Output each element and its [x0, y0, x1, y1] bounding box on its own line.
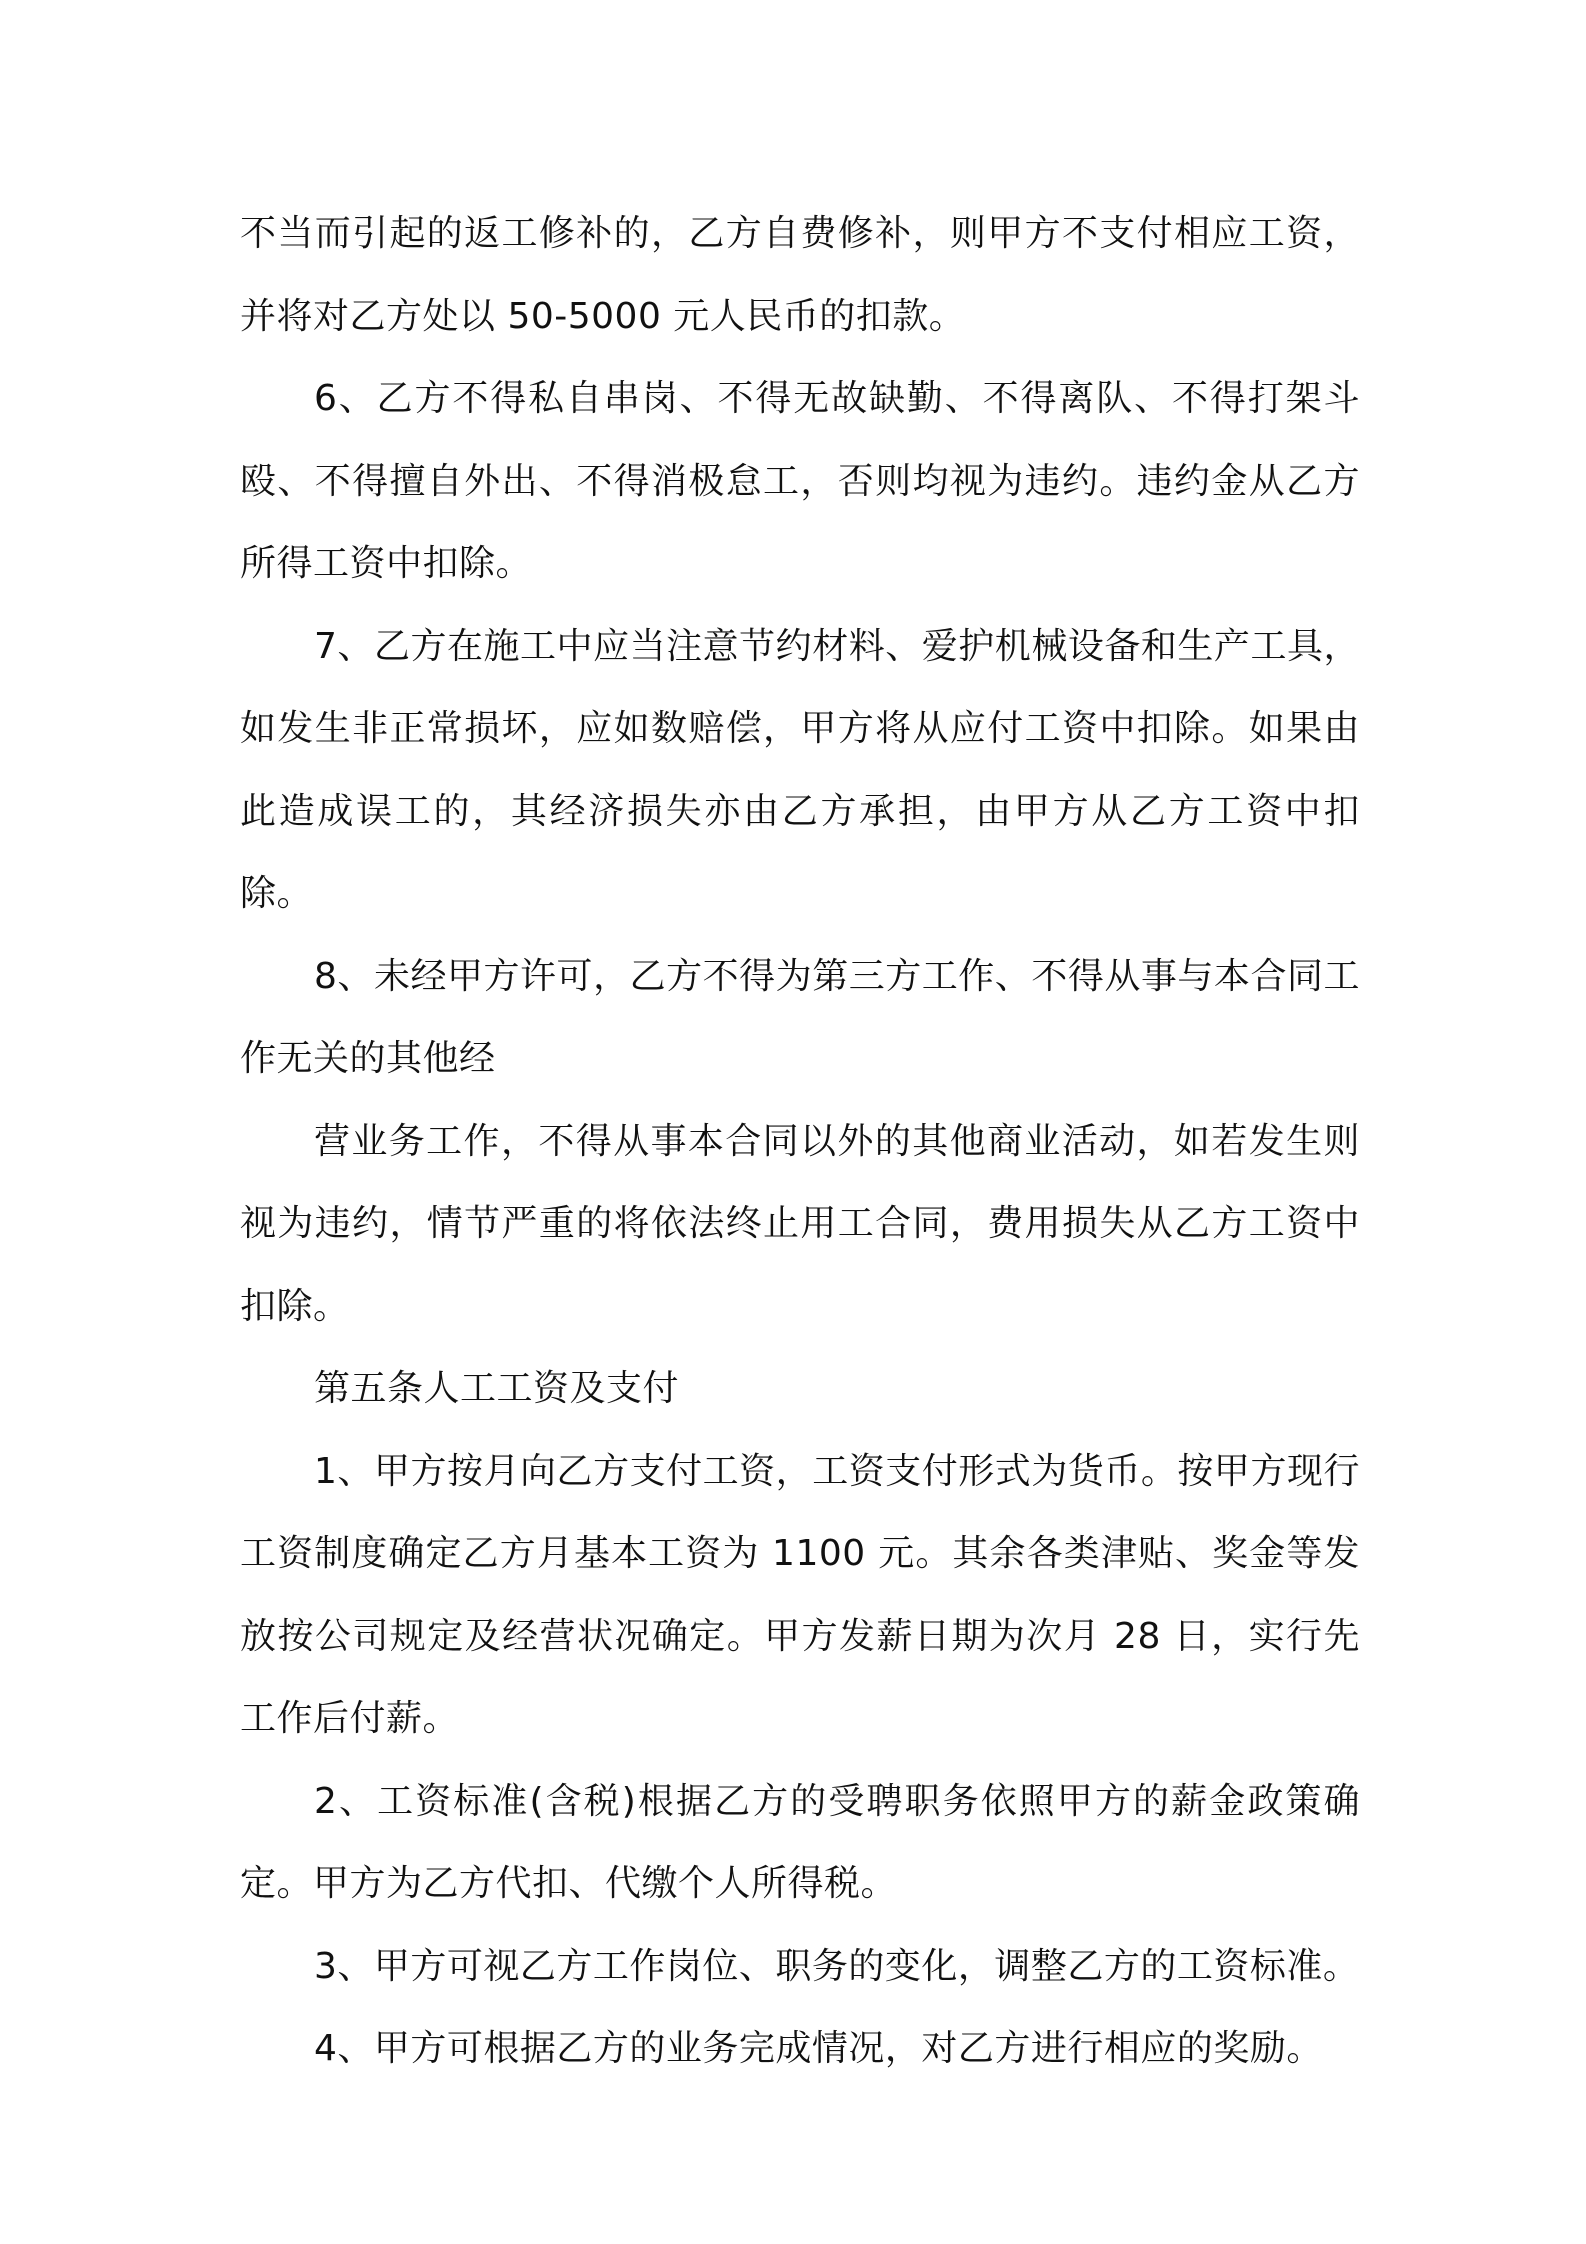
paragraph-clause-7: 7、乙方在施工中应当注意节约材料、爱护机械设备和生产工具，如发生非正常损坏，应如数赔偿，甲方将从应付工资中扣除。如果由此造成误工的，其经济损失亦由乙方承担，由甲方从乙方工资中扣除。: [240, 625, 1360, 914]
paragraph-continuation: 不当而引起的返工修补的，乙方自费修补，则甲方不支付相应工资，并将对乙方处以 50-5000 元人民币的扣款。: [240, 213, 1360, 337]
paragraph-clause-8: 8、未经甲方许可，乙方不得为第三方工作、不得从事与本合同工作无关的其他经: [240, 955, 1360, 1079]
paragraph-article-5-item-4: 4、甲方可根据乙方的业务完成情况，对乙方进行相应的奖励。: [314, 2028, 1323, 2069]
paragraph-article-5-item-3: 3、甲方可视乙方工作岗位、职务的变化，调整乙方的工资标准。: [314, 1945, 1360, 1987]
document-body: [240, 193, 1360, 2091]
paragraph-clause-6: 6、乙方不得私自串岗、不得无故缺勤、不得离队、不得打架斗殴、不得擅自外出、不得消极怠工，否则均视为违约。违约金从乙方所得工资中扣除。: [240, 378, 1360, 584]
paragraph-clause-8-continued: 营业务工作，不得从事本合同以外的其他商业活动，如若发生则视为违约，情节严重的将依法终止用工合同，费用损失从乙方工资中扣除。: [240, 1120, 1360, 1327]
paragraph-article-5-item-2: 2、工资标准(含税)根据乙方的受聘职务依照甲方的薪金政策确定。甲方为乙方代扣、代缴个人所得税。: [240, 1780, 1360, 1904]
section-heading-article-5: 第五条人工工资及支付: [314, 1368, 680, 1409]
paragraph-article-5-item-1: 1、甲方按月向乙方支付工资，工资支付形式为货币。按甲方现行工资制度确定乙方月基本工资为 1100 元。其余各类津贴、奖金等发放按公司规定及经营状况确定。甲方发薪日期为次月 28 日，实行先工作后付薪。: [240, 1450, 1360, 1739]
